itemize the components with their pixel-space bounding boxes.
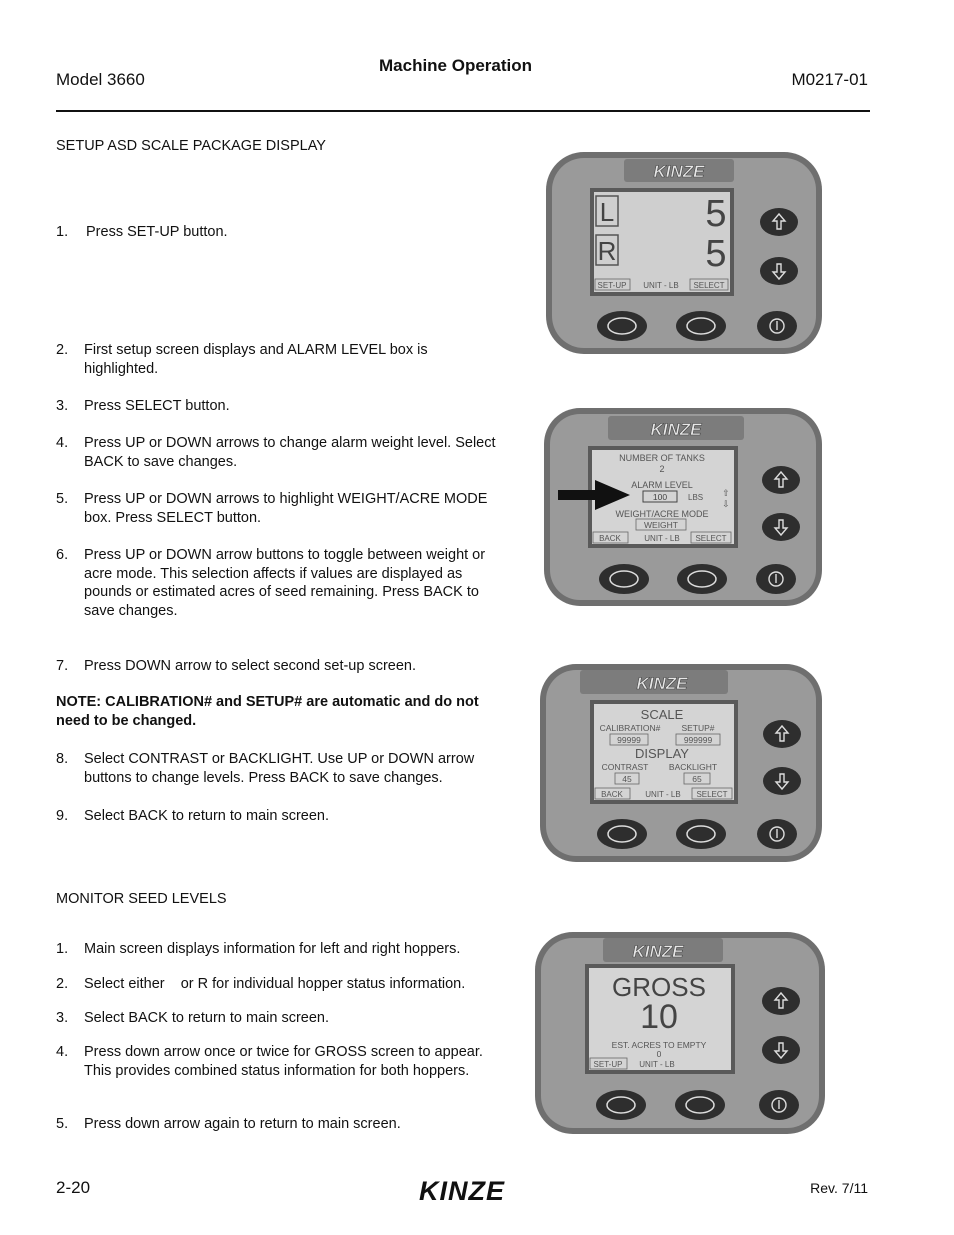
setup-step-3 (56, 397, 496, 416)
acres-to-empty-label: EST. ACRES TO EMPTY (611, 1040, 707, 1050)
monitor-step-3 (56, 1009, 496, 1028)
down-arrow-button[interactable] (762, 1036, 800, 1064)
softkey-unit-label: UNIT - LB (639, 1060, 675, 1069)
softkey-unit-label: UNIT - LB (643, 281, 679, 290)
right-hopper-label: R (597, 236, 617, 266)
brand-logo: KINZE (636, 674, 688, 693)
softkey-left-button[interactable] (597, 819, 647, 849)
brand-logo: KINZE (653, 162, 705, 181)
gross-title: GROSS (612, 972, 706, 1002)
step-number: 9. (56, 808, 69, 824)
down-arrow-button[interactable] (760, 257, 798, 285)
alarm-level-label: ALARM LEVEL (631, 480, 693, 490)
softkey-select-label: SELECT (693, 281, 725, 290)
step-number: 3. (56, 1010, 69, 1026)
step-number: 2. (56, 342, 69, 358)
display-figure-gross (533, 930, 827, 1136)
step-number: 1. (56, 941, 69, 957)
softkey-select-label: SELECT (695, 534, 727, 543)
step-text: Press SELECT button. (84, 398, 230, 414)
softkey-middle-button[interactable] (675, 1090, 725, 1120)
svg-text:⇩: ⇩ (722, 500, 730, 510)
softkey-middle-button[interactable] (676, 311, 726, 341)
setup-number-label: SETUP# (681, 723, 715, 733)
left-hopper-value: 5 (705, 193, 727, 235)
softkey-setup-label: SET-UP (597, 281, 627, 290)
display-figure-setup1 (540, 406, 826, 608)
step-text: Select BACK to return to main screen. (84, 808, 329, 824)
display-figure-main (544, 150, 824, 356)
calibration-value: 99999 (617, 735, 641, 745)
alarm-level-value: 100 (652, 492, 668, 502)
right-hopper-value: 5 (705, 233, 727, 275)
alarm-level-unit: LBS (688, 493, 704, 502)
acres-to-empty-value: 0 (656, 1049, 662, 1059)
header-rule (56, 110, 870, 112)
contrast-value: 45 (622, 774, 632, 784)
step-number: 1. (56, 224, 69, 240)
softkey-back-label: BACK (601, 790, 623, 799)
monitor-heading: MONITOR SEED LEVELS (56, 891, 227, 907)
up-arrow-button[interactable] (762, 987, 800, 1015)
calibration-label: CALIBRATION# (599, 723, 661, 733)
setup-number-value: 999999 (683, 735, 713, 745)
softkey-left-button[interactable] (599, 564, 649, 594)
softkey-unit-label: UNIT - LB (644, 534, 680, 543)
monitor-step-4 (56, 1043, 496, 1080)
softkey-back-label: BACK (599, 534, 621, 543)
page-number: 2-20 (56, 1178, 91, 1197)
weight-acre-value: WEIGHT (644, 520, 678, 530)
contrast-label: CONTRAST (601, 762, 649, 772)
softkey-left-button[interactable] (596, 1090, 646, 1120)
scroll-arrows-icon: ⇧ (722, 489, 730, 499)
scale-title: SCALE (640, 707, 684, 722)
backlight-label: BACKLIGHT (668, 762, 718, 772)
step-text: Press UP or DOWN arrows to change alarm weight level. Select BACK to save changes. (84, 435, 496, 470)
kinze-logo (404, 1176, 524, 1206)
step-text: Select either or R for individual hopper status information. (84, 976, 466, 992)
step-number: 2. (56, 976, 69, 992)
brand-logo: KINZE (650, 420, 702, 439)
step-number: 5. (56, 491, 69, 507)
setup-step-4 (56, 434, 496, 471)
softkey-middle-button[interactable] (677, 564, 727, 594)
softkey-left-button[interactable] (597, 311, 647, 341)
setup-step-9 (56, 807, 496, 826)
step-number: 7. (56, 658, 69, 674)
step-text: Select CONTRAST or BACKLIGHT. Use UP or DOWN arrow buttons to change levels. Press BACK to save changes. (84, 751, 475, 786)
softkey-setup-label: SET-UP (593, 1060, 623, 1069)
gross-value: 10 (640, 998, 678, 1036)
step-text: Select BACK to return to main screen. (84, 1010, 329, 1026)
left-hopper-label: L (599, 197, 615, 227)
calibration-note: NOTE: CALIBRATION# and SETUP# are automatic and do not need to be changed. (56, 694, 479, 729)
tanks-label: NUMBER OF TANKS (619, 453, 705, 463)
down-arrow-button[interactable] (763, 767, 801, 795)
softkey-unit-label: UNIT - LB (645, 790, 681, 799)
down-arrow-button[interactable] (762, 513, 800, 541)
step-text: Press down arrow once or twice for GROSS screen to appear. (84, 1044, 483, 1060)
step-text: First setup screen displays and ALARM LEVEL box is highlighted. (84, 342, 428, 377)
step-number: 5. (56, 1116, 69, 1132)
up-arrow-button[interactable] (762, 466, 800, 494)
step-text: Press UP or DOWN arrow buttons to toggle between weight or acre mode. This selection affects if values are displayed as pounds or estimated acres of seed remaining. Press BACK to save changes. (84, 547, 486, 619)
monitor-step-2 (56, 975, 496, 994)
monitor-step-1 (56, 940, 496, 959)
setup-step-2 (56, 341, 496, 378)
backlight-value: 65 (692, 774, 702, 784)
display-title: DISPLAY (635, 746, 689, 761)
setup-step-1 (56, 223, 496, 242)
revision: Rev. 7/11 (810, 1180, 868, 1196)
softkey-middle-button[interactable] (676, 819, 726, 849)
monitor-step-5 (56, 1115, 496, 1134)
tanks-value: 2 (659, 464, 665, 474)
step-text: Press down arrow again to return to main screen. (84, 1116, 401, 1132)
up-arrow-button[interactable] (763, 720, 801, 748)
step-number: 6. (56, 547, 69, 563)
step-text: Main screen displays information for left and right hoppers. (84, 941, 461, 957)
setup-heading: SETUP ASD SCALE PACKAGE DISPLAY (56, 138, 326, 154)
step-number: 4. (56, 435, 69, 451)
model-label: Model 3660 (56, 70, 145, 89)
weight-acre-label: WEIGHT/ACRE MODE (615, 509, 709, 519)
step-number: 8. (56, 751, 69, 767)
display-figure-setup2 (538, 662, 826, 864)
step-text: Press UP or DOWN arrows to highlight WEIGHT/ACRE MODE box. Press SELECT button. (84, 491, 488, 526)
step-number: 4. (56, 1044, 69, 1060)
step-text: Press DOWN arrow to select second set-up screen. (84, 658, 417, 674)
setup-step-8 (56, 750, 496, 787)
section-title: Machine Operation (379, 56, 533, 75)
softkey-select-label: SELECT (696, 790, 728, 799)
up-arrow-button[interactable] (760, 208, 798, 236)
doc-number: M0217-01 (791, 70, 868, 89)
brand-logo: KINZE (632, 942, 684, 961)
step-text-continued: This provides combined status information for both hoppers. (84, 1062, 470, 1079)
setup-step-5 (56, 490, 496, 527)
step-text: Press SET-UP button. (86, 224, 228, 240)
footer-logo-text: KINZE (419, 1176, 505, 1206)
setup-step-7 (56, 657, 496, 676)
setup-step-6 (56, 546, 496, 620)
step-number: 3. (56, 398, 69, 414)
